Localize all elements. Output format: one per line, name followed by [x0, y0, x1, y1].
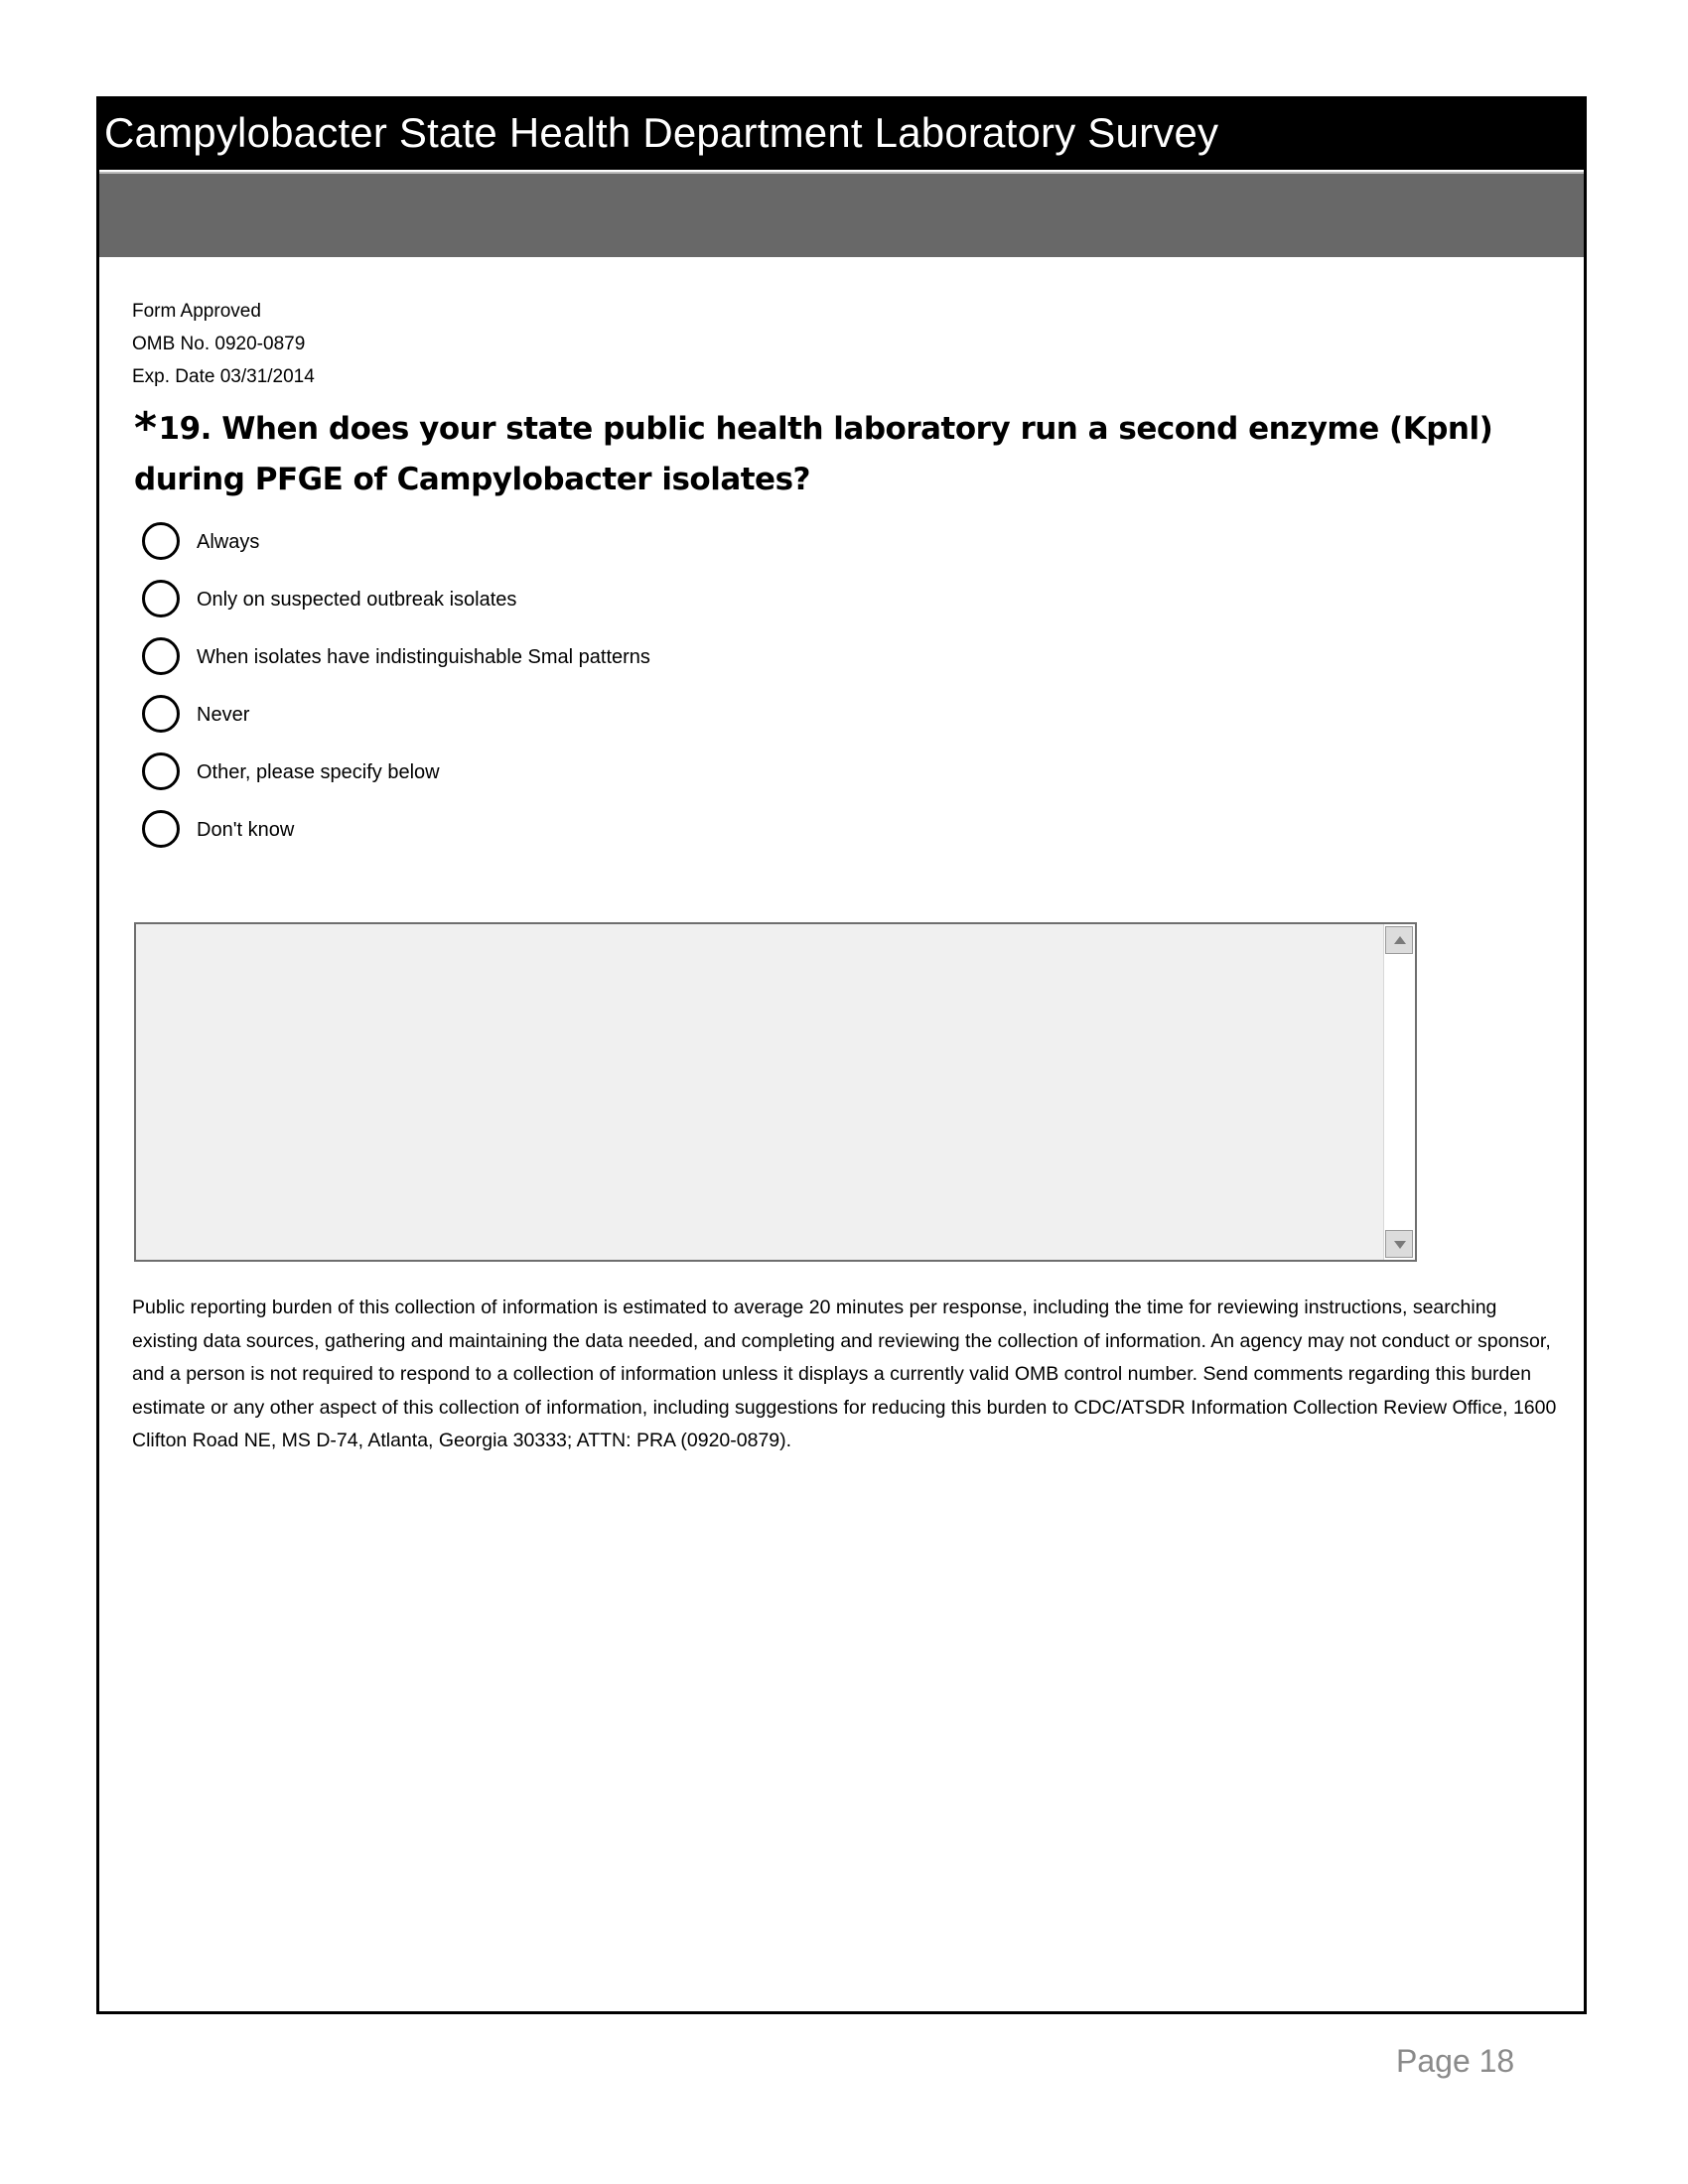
- radio-button[interactable]: [142, 637, 180, 675]
- scroll-up-button[interactable]: [1385, 926, 1413, 954]
- option-label[interactable]: Always: [197, 531, 260, 553]
- radio-button[interactable]: [142, 580, 180, 617]
- option-label[interactable]: Other, please specify below: [197, 761, 440, 783]
- survey-title: Campylobacter State Health Department Laboratory Survey: [104, 109, 1219, 156]
- arrow-up-icon: [1394, 936, 1406, 944]
- scroll-down-button[interactable]: [1385, 1230, 1413, 1258]
- question-heading: [134, 403, 1544, 505]
- radio-button[interactable]: [142, 752, 180, 790]
- burden-statement: Public reporting burden of this collection of information is estimated to average 20 minutes per response, including the time for reviewing instructions, searching existing data sources, gathering and maintaining the data needed, and completing and reviewing the collection of information. An agency may not conduct or sponsor, and a person is not required to respond to a collection of information unless it displays a currently valid OMB control number. Send comments regarding this burden estimate or any other aspect of this collection of information, including suggestions for reducing this burden to CDC/ATSDR Information Collection Review Office, 1600 Clifton Road NE, MS D-74, Atlanta, Georgia 30333; ATTN: PRA (0920-0879).: [132, 1297, 1557, 1451]
- survey-frame: [96, 96, 1587, 2014]
- arrow-down-icon: [1394, 1241, 1406, 1249]
- option-label[interactable]: Don't know: [197, 819, 295, 841]
- other-specify-textarea[interactable]: [136, 924, 1383, 1260]
- header-band: [99, 172, 1584, 257]
- other-specify-box: [134, 922, 1417, 1262]
- radio-button[interactable]: [142, 810, 180, 848]
- question-text: 19. When does your state public health laboratory run a second enzyme (Kpnl) during PFGE of Campylobacter isolates?: [134, 411, 1493, 497]
- radio-button[interactable]: [142, 522, 180, 560]
- option-label[interactable]: Never: [197, 704, 250, 726]
- title-bar: [99, 99, 1584, 170]
- form-approved-text: Form Approved: [132, 301, 261, 322]
- expiration-date-text: Exp. Date 03/31/2014: [132, 366, 315, 387]
- omb-notice: [132, 295, 315, 393]
- page-number: Page 18: [1396, 2043, 1515, 2079]
- omb-number-text: OMB No. 0920-0879: [132, 334, 306, 354]
- vertical-scrollbar[interactable]: [1383, 924, 1415, 1260]
- option-label[interactable]: Only on suspected outbreak isolates: [197, 589, 517, 611]
- required-asterisk-icon: *: [134, 403, 157, 454]
- option-label[interactable]: When isolates have indistinguishable Smal patterns: [197, 646, 650, 668]
- radio-button[interactable]: [142, 695, 180, 733]
